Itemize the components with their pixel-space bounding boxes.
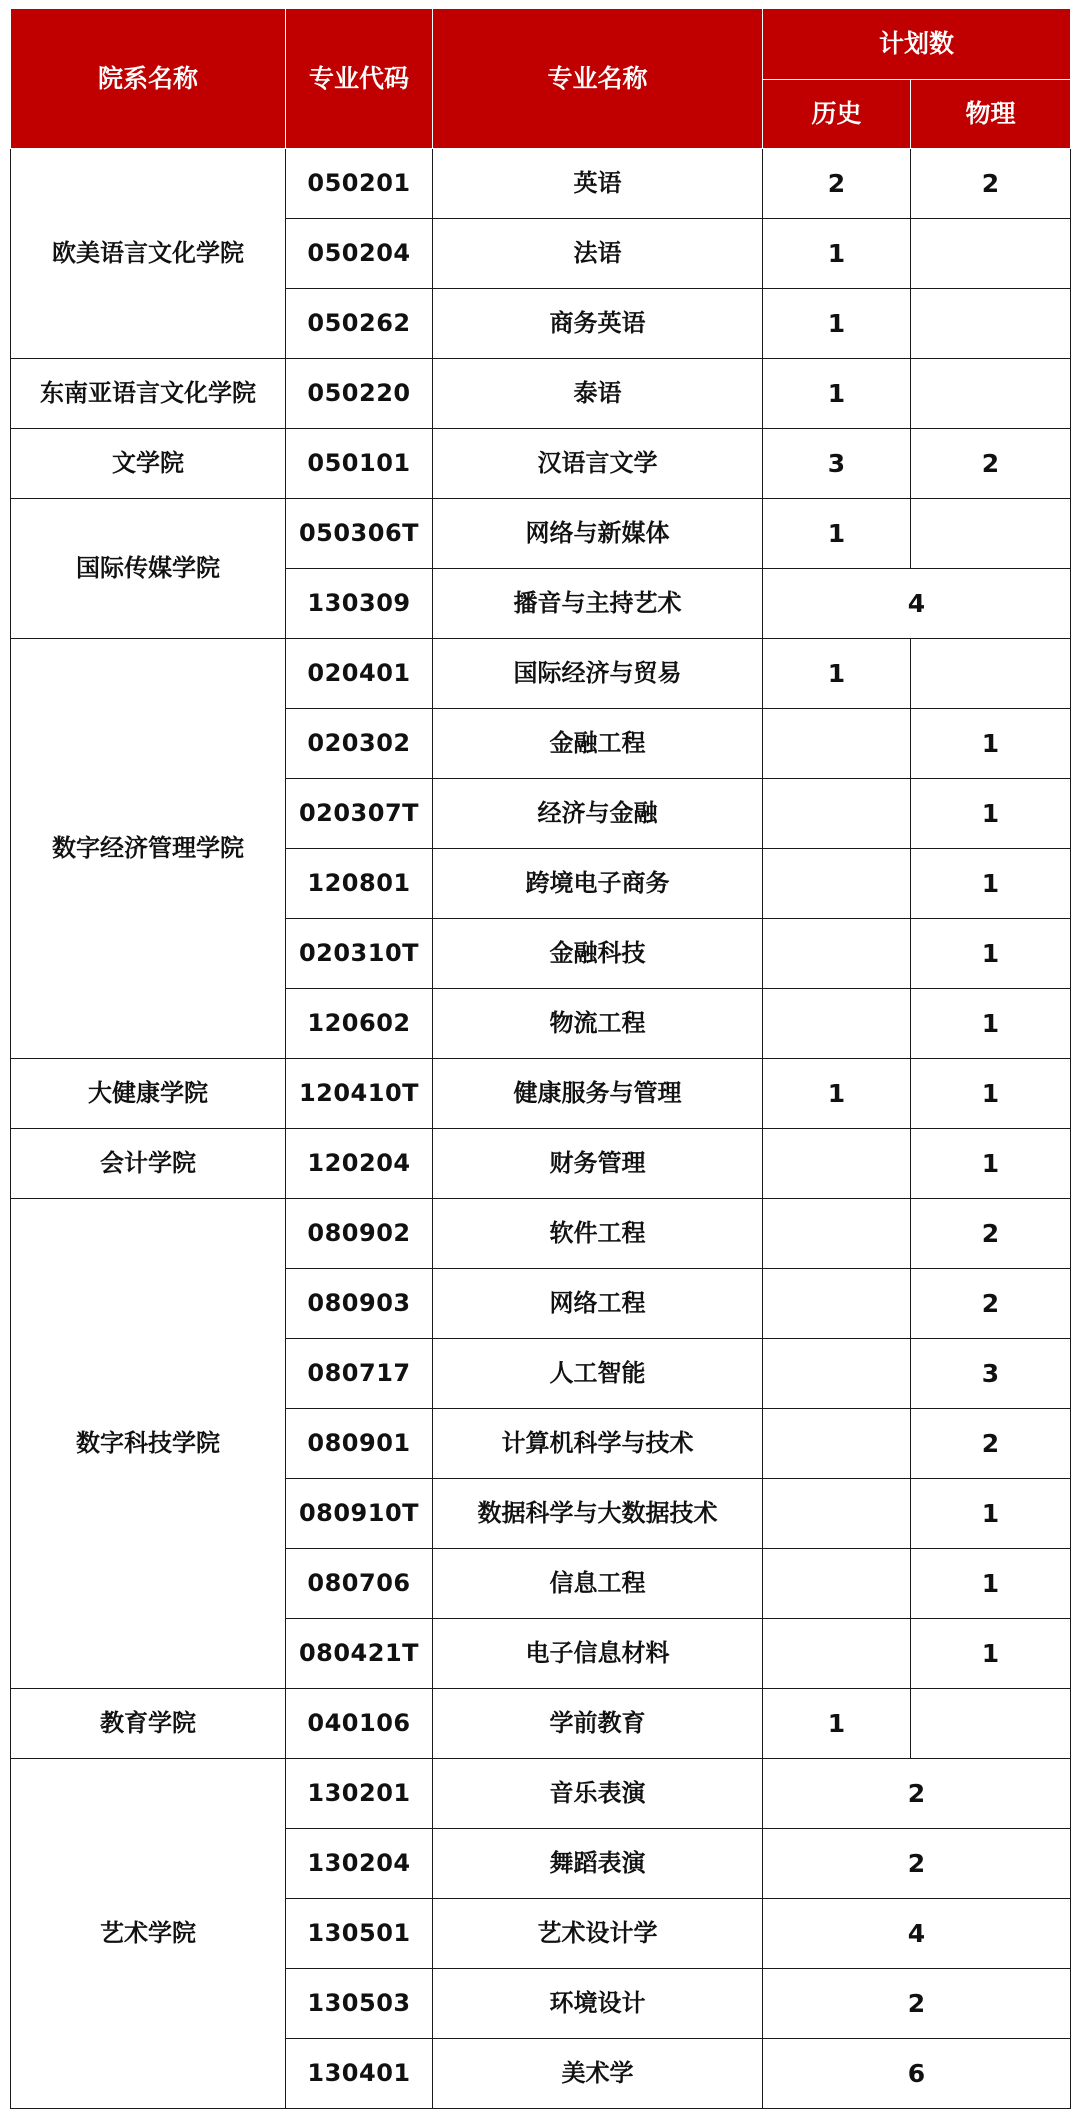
major-code-cell: 080421T	[286, 1619, 433, 1689]
plan-merged-cell: 4	[763, 569, 1071, 639]
plan-history-cell	[763, 1129, 911, 1199]
major-name-cell: 汉语言文学	[433, 429, 763, 499]
major-code-cell: 080902	[286, 1199, 433, 1269]
plan-physics-cell	[911, 359, 1071, 429]
major-name-cell: 音乐表演	[433, 1759, 763, 1829]
major-name-cell: 播音与主持艺术	[433, 569, 763, 639]
table-row	[11, 1129, 1071, 1199]
major-code-cell: 120204	[286, 1129, 433, 1199]
major-name-cell: 物流工程	[433, 989, 763, 1059]
header-plan: 计划数	[763, 9, 1071, 80]
major-name-cell: 电子信息材料	[433, 1619, 763, 1689]
major-code-cell: 050204	[286, 219, 433, 289]
plan-physics-cell	[911, 639, 1071, 709]
plan-physics-cell: 2	[911, 149, 1071, 219]
major-code-cell: 050306T	[286, 499, 433, 569]
enrollment-plan-table	[10, 8, 1071, 2109]
table-row	[11, 1759, 1071, 1829]
plan-physics-cell: 1	[911, 779, 1071, 849]
plan-history-cell	[763, 709, 911, 779]
major-name-cell: 健康服务与管理	[433, 1059, 763, 1129]
header-physics: 物理	[911, 80, 1071, 149]
plan-history-cell	[763, 849, 911, 919]
major-name-cell: 信息工程	[433, 1549, 763, 1619]
major-name-cell: 计算机科学与技术	[433, 1409, 763, 1479]
plan-history-cell: 3	[763, 429, 911, 499]
major-name-cell: 学前教育	[433, 1689, 763, 1759]
table-row	[11, 149, 1071, 219]
major-code-cell: 020310T	[286, 919, 433, 989]
major-code-cell: 120410T	[286, 1059, 433, 1129]
major-code-cell: 050262	[286, 289, 433, 359]
plan-physics-cell: 1	[911, 989, 1071, 1059]
major-name-cell: 环境设计	[433, 1969, 763, 2039]
major-name-cell: 美术学	[433, 2039, 763, 2109]
major-name-cell: 法语	[433, 219, 763, 289]
plan-history-cell	[763, 779, 911, 849]
major-code-cell: 120801	[286, 849, 433, 919]
plan-physics-cell: 1	[911, 919, 1071, 989]
table-body	[11, 149, 1071, 2109]
dept-name-cell: 数字经济管理学院	[11, 639, 286, 1059]
plan-merged-cell: 4	[763, 1899, 1071, 1969]
dept-name-cell: 会计学院	[11, 1129, 286, 1199]
dept-name-cell: 欧美语言文化学院	[11, 149, 286, 359]
plan-history-cell: 1	[763, 219, 911, 289]
table-header	[11, 9, 1071, 149]
major-name-cell: 财务管理	[433, 1129, 763, 1199]
table-row	[11, 1199, 1071, 1269]
dept-name-cell: 数字科技学院	[11, 1199, 286, 1689]
major-code-cell: 080903	[286, 1269, 433, 1339]
dept-name-cell: 国际传媒学院	[11, 499, 286, 639]
plan-physics-cell: 1	[911, 1619, 1071, 1689]
plan-physics-cell: 1	[911, 1059, 1071, 1129]
plan-history-cell	[763, 919, 911, 989]
plan-physics-cell: 1	[911, 1479, 1071, 1549]
plan-history-cell: 1	[763, 359, 911, 429]
major-code-cell: 050101	[286, 429, 433, 499]
major-name-cell: 网络工程	[433, 1269, 763, 1339]
dept-name-cell: 大健康学院	[11, 1059, 286, 1129]
major-name-cell: 国际经济与贸易	[433, 639, 763, 709]
plan-history-cell	[763, 1549, 911, 1619]
plan-merged-cell: 2	[763, 1969, 1071, 2039]
dept-name-cell: 教育学院	[11, 1689, 286, 1759]
major-code-cell: 050220	[286, 359, 433, 429]
dept-name-cell: 东南亚语言文化学院	[11, 359, 286, 429]
plan-history-cell: 1	[763, 499, 911, 569]
major-code-cell: 130501	[286, 1899, 433, 1969]
major-code-cell: 040106	[286, 1689, 433, 1759]
header-dept: 院系名称	[11, 9, 286, 149]
plan-history-cell: 1	[763, 1689, 911, 1759]
plan-physics-cell: 1	[911, 849, 1071, 919]
major-name-cell: 经济与金融	[433, 779, 763, 849]
table-row	[11, 1689, 1071, 1759]
plan-physics-cell: 1	[911, 1549, 1071, 1619]
table-row	[11, 1059, 1071, 1129]
table-row	[11, 639, 1071, 709]
plan-history-cell	[763, 989, 911, 1059]
major-name-cell: 英语	[433, 149, 763, 219]
major-code-cell: 130401	[286, 2039, 433, 2109]
major-code-cell: 120602	[286, 989, 433, 1059]
header-code: 专业代码	[286, 9, 433, 149]
major-code-cell: 020307T	[286, 779, 433, 849]
dept-name-cell: 文学院	[11, 429, 286, 499]
major-code-cell: 080717	[286, 1339, 433, 1409]
plan-history-cell	[763, 1199, 911, 1269]
plan-history-cell	[763, 1409, 911, 1479]
plan-physics-cell: 2	[911, 1199, 1071, 1269]
major-name-cell: 数据科学与大数据技术	[433, 1479, 763, 1549]
major-name-cell: 舞蹈表演	[433, 1829, 763, 1899]
plan-physics-cell: 1	[911, 1129, 1071, 1199]
major-name-cell: 金融工程	[433, 709, 763, 779]
major-name-cell: 跨境电子商务	[433, 849, 763, 919]
plan-history-cell	[763, 1269, 911, 1339]
header-history: 历史	[763, 80, 911, 149]
major-name-cell: 艺术设计学	[433, 1899, 763, 1969]
major-code-cell: 130503	[286, 1969, 433, 2039]
plan-history-cell: 1	[763, 1059, 911, 1129]
plan-history-cell	[763, 1479, 911, 1549]
plan-physics-cell: 3	[911, 1339, 1071, 1409]
plan-merged-cell: 6	[763, 2039, 1071, 2109]
dept-name-cell: 艺术学院	[11, 1759, 286, 2109]
major-code-cell: 020401	[286, 639, 433, 709]
major-name-cell: 金融科技	[433, 919, 763, 989]
plan-history-cell: 1	[763, 289, 911, 359]
plan-physics-cell	[911, 219, 1071, 289]
plan-physics-cell	[911, 499, 1071, 569]
plan-merged-cell: 2	[763, 1759, 1071, 1829]
major-name-cell: 人工智能	[433, 1339, 763, 1409]
table-row	[11, 359, 1071, 429]
major-name-cell: 网络与新媒体	[433, 499, 763, 569]
major-code-cell: 080706	[286, 1549, 433, 1619]
plan-history-cell	[763, 1619, 911, 1689]
table-row	[11, 429, 1071, 499]
plan-history-cell: 2	[763, 149, 911, 219]
major-code-cell: 130204	[286, 1829, 433, 1899]
plan-physics-cell: 2	[911, 1269, 1071, 1339]
header-name: 专业名称	[433, 9, 763, 149]
major-name-cell: 软件工程	[433, 1199, 763, 1269]
major-name-cell: 泰语	[433, 359, 763, 429]
plan-history-cell: 1	[763, 639, 911, 709]
plan-physics-cell	[911, 289, 1071, 359]
major-code-cell: 130201	[286, 1759, 433, 1829]
plan-history-cell	[763, 1339, 911, 1409]
plan-physics-cell: 2	[911, 1409, 1071, 1479]
plan-physics-cell	[911, 1689, 1071, 1759]
major-code-cell: 050201	[286, 149, 433, 219]
plan-physics-cell: 1	[911, 709, 1071, 779]
major-code-cell: 130309	[286, 569, 433, 639]
major-code-cell: 080901	[286, 1409, 433, 1479]
table-row	[11, 499, 1071, 569]
major-code-cell: 020302	[286, 709, 433, 779]
plan-merged-cell: 2	[763, 1829, 1071, 1899]
major-name-cell: 商务英语	[433, 289, 763, 359]
major-code-cell: 080910T	[286, 1479, 433, 1549]
plan-physics-cell: 2	[911, 429, 1071, 499]
